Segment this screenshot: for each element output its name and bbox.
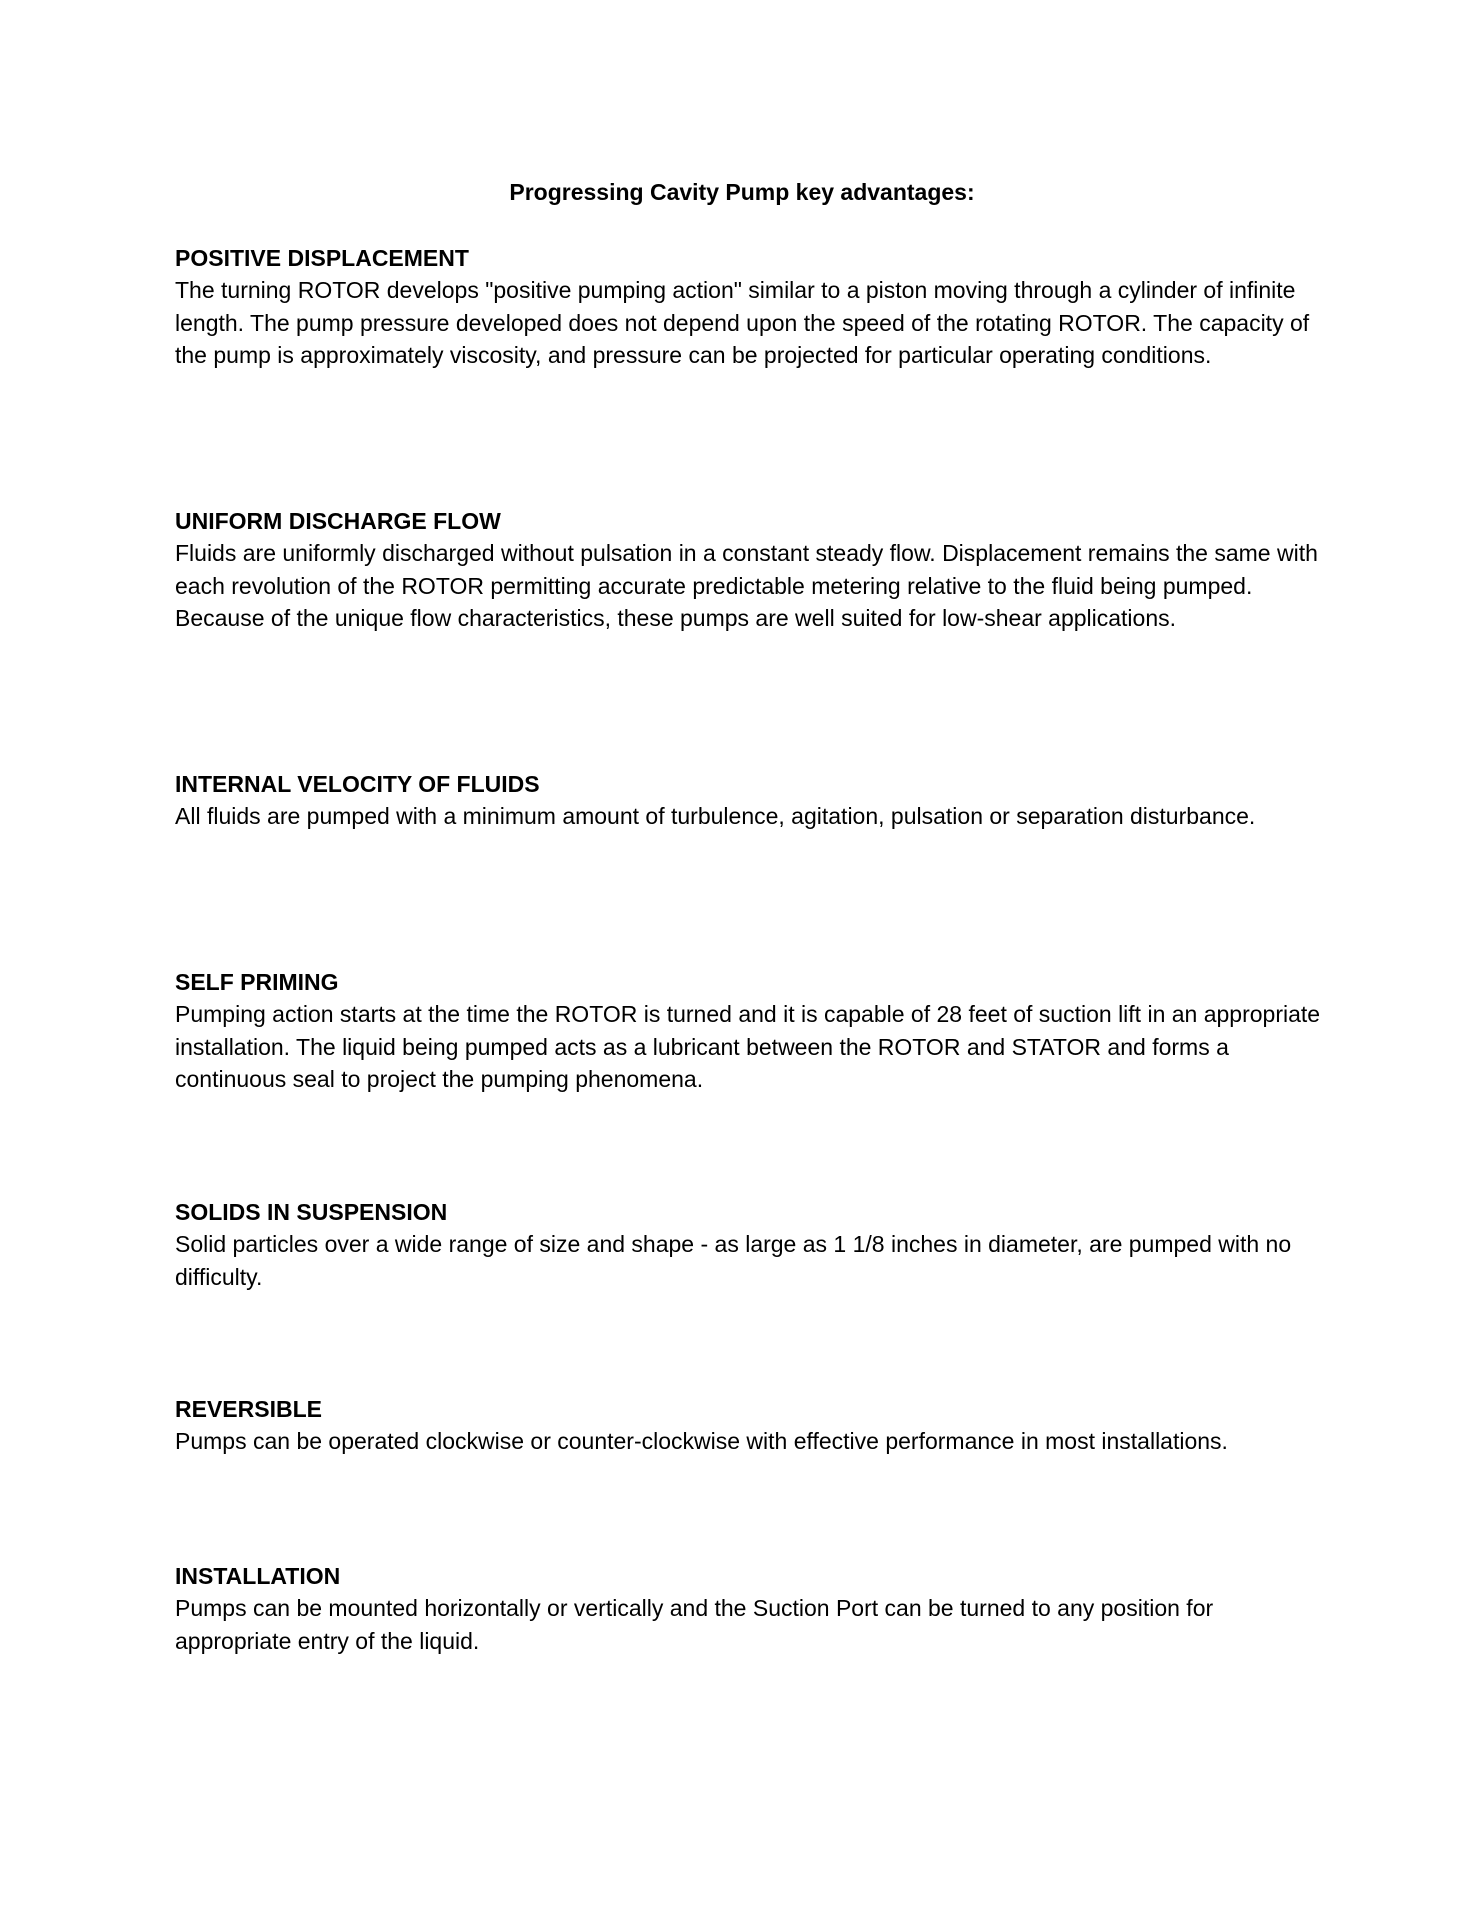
section-installation (175, 1560, 1335, 1657)
section-body: All fluids are pumped with a minimum amount of turbulence, agitation, pulsation or separation disturbance. (175, 803, 1256, 829)
section-heading: INTERNAL VELOCITY OF FLUIDS (175, 771, 540, 797)
section-solids-in-suspension (175, 1196, 1335, 1293)
section-body: Solid particles over a wide range of size and shape - as large as 1 1/8 inches in diameter, are pumped with no difficulty. (175, 1231, 1292, 1290)
section-heading: SOLIDS IN SUSPENSION (175, 1199, 448, 1225)
section-uniform-discharge-flow (175, 505, 1335, 635)
section-heading: POSITIVE DISPLACEMENT (175, 245, 469, 271)
section-heading: INSTALLATION (175, 1563, 341, 1589)
section-internal-velocity-of-fluids (175, 768, 1335, 833)
section-heading: REVERSIBLE (175, 1396, 322, 1422)
section-reversible (175, 1393, 1335, 1458)
section-heading: SELF PRIMING (175, 969, 339, 995)
document-title: Progressing Cavity Pump key advantages: (509, 179, 975, 205)
section-self-priming (175, 966, 1335, 1096)
section-body: Pumps can be operated clockwise or counter-clockwise with effective performance in most installations. (175, 1428, 1228, 1454)
section-body: Pumping action starts at the time the ROTOR is turned and it is capable of 28 feet of suction lift in an appropriate installation. The liquid being pumped acts as a lubricant between the ROTOR and STATOR and forms a continuous seal to project the pumping phenomena. (175, 1001, 1321, 1093)
section-body: The turning ROTOR develops "positive pumping action" similar to a piston moving through a cylinder of infinite length. The pump pressure developed does not depend upon the speed of the rotating ROTOR. The capacity of the pump is approximately viscosity, and pressure can be projected for particular operating conditions. (175, 277, 1310, 369)
section-positive-displacement (175, 242, 1335, 372)
section-body: Pumps can be mounted horizontally or vertically and the Suction Port can be turned to any position for appropriate entry of the liquid. (175, 1595, 1214, 1654)
section-body: Fluids are uniformly discharged without pulsation in a constant steady flow. Displacement remains the same with each revolution of the ROTOR permitting accurate predictable metering relative to the fluid being pumped. Because of the unique flow characteristics, these pumps are well suited for low-shear applications. (175, 540, 1318, 632)
section-heading: UNIFORM DISCHARGE FLOW (175, 508, 501, 534)
